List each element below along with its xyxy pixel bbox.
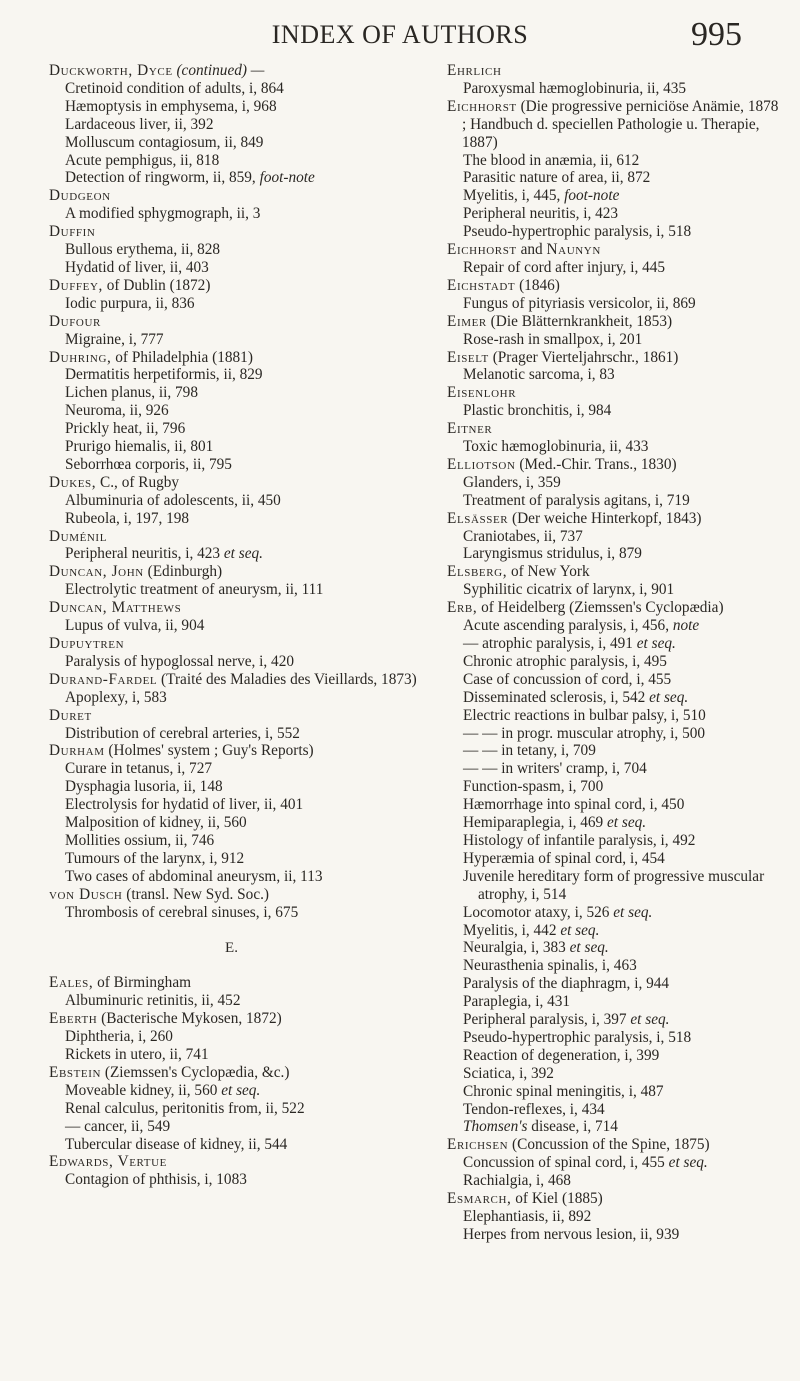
subject-line xyxy=(463,689,784,707)
subject-emphasis: et seq. xyxy=(607,814,647,832)
subject-line xyxy=(463,939,784,957)
subject-text: Detection of ringworm, ii, 859, xyxy=(65,169,260,187)
subject-text: Peripheral paralysis, i, 397 xyxy=(463,1011,631,1029)
subject-line: Case of concussion of cord, i, 455 xyxy=(463,670,672,688)
subject-line: Dermatitis herpetiformis, ii, 829 xyxy=(65,366,263,384)
subject-line xyxy=(463,1011,784,1029)
subject-line xyxy=(463,1118,784,1136)
subject-emphasis: et seq. xyxy=(223,545,263,563)
subject-line: Prurigo hiemalis, ii, 801 xyxy=(65,438,214,456)
subject-line: A modified sphygmograph, ii, 3 xyxy=(65,205,261,223)
subject-line: Acute pemphigus, ii, 818 xyxy=(65,151,220,169)
index-entry xyxy=(432,599,784,1136)
subject-line: Hyperæmia of spinal cord, i, 454 xyxy=(463,849,665,867)
subject-line: Electrolysis for hydatid of liver, ii, 401 xyxy=(65,796,304,814)
subject-line xyxy=(463,635,784,653)
author-name: Eitner xyxy=(447,420,493,438)
subject-text: Peripheral neuritis, i, 423 xyxy=(65,545,224,563)
subject-emphasis: et seq. xyxy=(221,1081,261,1099)
author-heading xyxy=(49,349,429,367)
index-entry xyxy=(432,313,784,349)
author-heading xyxy=(49,528,429,546)
index-entry xyxy=(34,313,429,349)
index-entry xyxy=(432,384,784,420)
author-heading xyxy=(49,474,429,492)
subject-line: Paraplegia, i, 431 xyxy=(463,993,571,1011)
subject-emphasis: foot-note xyxy=(564,187,620,205)
author-name: Duckworth, Dyce xyxy=(49,62,173,79)
subject-emphasis: et seq. xyxy=(649,688,689,706)
author-name: Durand-Fardel xyxy=(49,670,158,688)
author-note: of Kiel (1885) xyxy=(511,1190,603,1208)
subject-text: Concussion of spinal cord, i, 455 xyxy=(463,1154,669,1172)
subject-emphasis: foot-note xyxy=(259,169,315,187)
index-entry xyxy=(34,1153,429,1189)
subject-line: Paroxysmal hæmoglobinuria, ii, 435 xyxy=(463,79,687,97)
author-name: Naunyn xyxy=(546,241,601,259)
author-note: (Der weiche Hinterkopf, 1843) xyxy=(508,509,702,527)
index-entry xyxy=(432,510,784,564)
author-heading xyxy=(49,1010,429,1028)
author-heading xyxy=(49,223,429,241)
subject-line: Parasitic nature of area, ii, 872 xyxy=(463,169,651,187)
subject-line: Dysphagia lusoria, ii, 148 xyxy=(65,778,223,796)
author-note: of New York xyxy=(507,563,590,581)
author-note: (Bacterische Mykosen, 1872) xyxy=(97,1010,282,1028)
subject-line xyxy=(463,922,784,940)
author-name: Durham xyxy=(49,742,105,760)
author-heading xyxy=(49,313,429,331)
subject-line: Rickets in utero, ii, 741 xyxy=(65,1046,209,1064)
author-heading xyxy=(49,886,429,904)
subject-line xyxy=(463,1154,784,1172)
index-entry xyxy=(34,563,429,599)
index-entry xyxy=(432,456,784,510)
subject-line: Tendon-reflexes, i, 434 xyxy=(463,1100,605,1118)
right-column xyxy=(432,62,784,1244)
subject-line: Plastic bronchitis, i, 984 xyxy=(463,402,612,420)
subject-line: Prickly heat, ii, 796 xyxy=(65,420,186,438)
author-note: of Birmingham xyxy=(93,974,192,992)
subject-line: Iodic purpura, ii, 836 xyxy=(65,294,195,312)
subject-line: Migraine, i, 777 xyxy=(65,330,164,348)
subject-line: — — in writers' cramp, i, 704 xyxy=(463,760,647,778)
author-name: Duhring, xyxy=(49,348,112,366)
author-note: (transl. New Syd. Soc.) xyxy=(122,885,270,903)
subject-line: Syphilitic cicatrix of larynx, i, 901 xyxy=(463,581,675,599)
author-name: Duffin xyxy=(49,223,96,241)
author-heading xyxy=(447,599,784,617)
subject-line: Peripheral neuritis, i, 423 xyxy=(463,205,619,223)
author-prefix: von xyxy=(49,885,80,903)
subject-text: Disseminated sclerosis, i, 542 xyxy=(463,688,650,706)
subject-text: Moveable kidney, ii, 560 xyxy=(65,1081,222,1099)
subject-line: Hæmoptysis in emphysema, i, 968 xyxy=(65,97,277,115)
author-name: Eichhorst xyxy=(447,97,517,115)
author-heading xyxy=(447,241,784,259)
author-name: Eimer xyxy=(447,312,487,330)
author-heading xyxy=(49,187,429,205)
subject-emphasis: et seq. xyxy=(636,635,676,652)
subject-line: Tumours of the larynx, i, 912 xyxy=(65,849,245,867)
subject-line: Neuroma, ii, 926 xyxy=(65,402,169,420)
subject-line: Elephantiasis, ii, 892 xyxy=(463,1208,592,1225)
subject-line: Chronic spinal meningitis, i, 487 xyxy=(463,1082,664,1100)
subject-line: Paralysis of hypoglossal nerve, i, 420 xyxy=(65,652,294,670)
subject-line: Hæmorrhage into spinal cord, i, 450 xyxy=(463,796,685,814)
author-name: Edwards, Vertue xyxy=(49,1153,167,1171)
index-entry xyxy=(34,742,429,885)
subject-line: Reaction of degeneration, i, 399 xyxy=(463,1046,660,1064)
author-note: (continued) — xyxy=(172,62,265,79)
subject-line: Toxic hæmoglobinuria, ii, 433 xyxy=(463,438,649,456)
author-note: of Heidelberg (Ziemssen's Cyclopædia) xyxy=(477,599,724,617)
author-name: Duménil xyxy=(49,527,108,545)
author-note: (Holmes' system ; Guy's Reports) xyxy=(104,742,314,760)
author-note: (Traité des Maladies des Vieillards, 1873) xyxy=(157,670,417,688)
author-heading xyxy=(447,349,784,367)
subject-line: Repair of cord after injury, i, 445 xyxy=(463,258,666,276)
subject-line: Rubeola, i, 197, 198 xyxy=(65,509,190,527)
index-entry xyxy=(34,1064,429,1154)
subject-text: disease, i, 714 xyxy=(527,1118,618,1136)
index-entry xyxy=(34,223,429,277)
index-entry xyxy=(34,974,429,1010)
section-letter: E. xyxy=(225,939,238,956)
index-entry xyxy=(34,528,429,564)
author-name: Elliotson xyxy=(447,455,516,473)
author-name: Ehrlich xyxy=(447,62,502,79)
subject-line: Herpes from nervous lesion, ii, 939 xyxy=(463,1225,680,1243)
subject-line: Lardaceous liver, ii, 392 xyxy=(65,115,214,133)
author-name: Dusch xyxy=(79,885,123,903)
subject-line: Lupus of vulva, ii, 904 xyxy=(65,617,205,635)
author-heading xyxy=(49,599,429,617)
subject-line: Neurasthenia spinalis, i, 463 xyxy=(463,957,637,975)
author-name: Eiselt xyxy=(447,348,489,366)
author-name: Eisenlohr xyxy=(447,384,517,402)
subject-line: Laryngismus stridulus, i, 879 xyxy=(463,545,642,563)
author-heading xyxy=(49,62,429,80)
index-entry xyxy=(432,98,784,241)
running-title: INDEX OF AUTHORS xyxy=(271,20,529,49)
subject-text: Myelitis, i, 442 xyxy=(463,921,561,939)
index-entry xyxy=(34,886,429,922)
subject-line: Sciatica, i, 392 xyxy=(463,1064,554,1082)
author-heading xyxy=(447,313,784,331)
index-entry xyxy=(34,599,429,635)
index-entry xyxy=(432,349,784,385)
subject-line: Renal calculus, peritonitis from, ii, 522 xyxy=(65,1099,305,1117)
subject-line: Chronic atrophic paralysis, i, 495 xyxy=(463,652,667,670)
index-entry xyxy=(432,1136,784,1190)
subject-line: Function-spasm, i, 700 xyxy=(463,778,604,796)
author-heading xyxy=(447,456,784,474)
subject-line: Electric reactions in bulbar palsy, i, 510 xyxy=(463,706,706,724)
author-note: (Ziemssen's Cyclopædia, &c.) xyxy=(101,1063,290,1081)
author-name: Eales, xyxy=(49,974,94,992)
author-note: (1846) xyxy=(515,276,560,294)
index-entry xyxy=(34,635,429,671)
subject-emphasis: et seq. xyxy=(668,1154,708,1172)
author-name: Eichhorst xyxy=(447,241,517,259)
index-entry xyxy=(34,349,429,474)
author-note: (Die Blätternkrankheit, 1853) xyxy=(486,312,673,330)
subject-line xyxy=(65,169,429,187)
author-name: Duncan, Matthews xyxy=(49,599,182,617)
subject-line: Treatment of paralysis agitans, i, 719 xyxy=(463,491,690,509)
subject-line: Tubercular disease of kidney, ii, 544 xyxy=(65,1135,288,1153)
subject-emphasis: et seq. xyxy=(613,903,653,921)
author-note: (Prager Vierteljahrschr., 1861) xyxy=(488,348,679,366)
subject-line: Rachialgia, i, 468 xyxy=(463,1172,571,1190)
subject-line xyxy=(463,617,784,635)
subject-line: Molluscum contagiosum, ii, 849 xyxy=(65,133,264,151)
subject-emphasis: et seq. xyxy=(560,921,600,939)
author-name: Dupuytren xyxy=(49,635,125,652)
subject-line: Pseudo-hypertrophic paralysis, i, 518 xyxy=(463,1028,692,1046)
index-entry xyxy=(34,474,429,528)
index-entry xyxy=(432,62,784,98)
left-column xyxy=(34,62,429,1189)
subject-emphasis: note xyxy=(672,617,700,635)
subject-line: Two cases of abdominal aneurysm, ii, 113 xyxy=(65,867,323,885)
author-name: Elsberg, xyxy=(447,563,508,581)
subject-emphasis: Thomsen's xyxy=(463,1118,528,1136)
subject-line xyxy=(65,545,429,563)
subject-line: Albuminuric retinitis, ii, 452 xyxy=(65,992,241,1010)
author-heading xyxy=(49,1153,429,1171)
author-note: (Concussion of the Spine, 1875) xyxy=(508,1136,710,1154)
subject-line: Cretinoid condition of adults, i, 864 xyxy=(65,79,284,97)
subject-line: Lichen planus, ii, 798 xyxy=(65,384,198,402)
index-entry xyxy=(34,62,429,187)
subject-line: Apoplexy, i, 583 xyxy=(65,688,167,706)
page-number: 995 xyxy=(691,16,742,53)
subject-line xyxy=(463,904,784,922)
author-heading xyxy=(49,707,429,725)
subject-line: Bullous erythema, ii, 828 xyxy=(65,241,221,259)
author-name: Eberth xyxy=(49,1010,98,1028)
author-name: Duncan, John xyxy=(49,563,144,581)
subject-line xyxy=(463,187,784,205)
author-heading xyxy=(447,420,784,438)
index-entry xyxy=(432,1190,784,1244)
index-entry xyxy=(432,277,784,313)
subject-line: Juvenile hereditary form of progressive muscular atrophy, i, 514 xyxy=(463,867,765,903)
author-note: and xyxy=(516,241,547,259)
subject-emphasis: et seq. xyxy=(630,1011,670,1029)
subject-line: Contagion of phthisis, i, 1083 xyxy=(65,1171,247,1189)
author-heading xyxy=(49,671,429,689)
author-note: (Med.-Chir. Trans., 1830) xyxy=(515,455,677,473)
subject-line: Craniotabes, ii, 737 xyxy=(463,527,583,545)
index-entry xyxy=(34,671,429,707)
subject-line: Albuminuria of adolescents, ii, 450 xyxy=(65,491,281,509)
index-entry xyxy=(34,707,429,743)
subject-text: Locomotor ataxy, i, 526 xyxy=(463,903,614,921)
author-heading xyxy=(49,635,429,653)
subject-line: Fungus of pityriasis versicolor, ii, 869 xyxy=(463,294,696,312)
subject-line: Electrolytic treatment of aneurysm, ii, 111 xyxy=(65,581,324,599)
subject-line: Mollities ossium, ii, 746 xyxy=(65,831,215,849)
author-heading xyxy=(447,277,784,295)
subject-text: Acute ascending paralysis, i, 456, xyxy=(463,617,673,635)
author-name: Elsässer xyxy=(447,509,509,527)
subject-line: Seborrhœa corporis, ii, 795 xyxy=(65,455,232,473)
author-note: (Edinburgh) xyxy=(143,563,223,581)
author-name: Erichsen xyxy=(447,1136,509,1154)
index-entry xyxy=(432,241,784,277)
author-name: Dukes, xyxy=(49,473,97,491)
index-entry xyxy=(34,277,429,313)
index-entry xyxy=(34,1010,429,1064)
author-name: Erb, xyxy=(447,599,478,617)
subject-line xyxy=(463,814,784,832)
subject-line: Pseudo-hypertrophic paralysis, i, 518 xyxy=(463,223,692,241)
subject-line: — cancer, ii, 549 xyxy=(65,1117,171,1135)
author-name: Dudgeon xyxy=(49,187,111,205)
author-note: of Philadelphia (1881) xyxy=(111,348,253,366)
index-entry xyxy=(34,187,429,223)
subject-line: Glanders, i, 359 xyxy=(463,473,561,491)
author-note: C., of Rugby xyxy=(96,473,180,491)
subject-text: Hemiparaplegia, i, 469 xyxy=(463,814,607,832)
author-heading xyxy=(447,384,784,402)
author-heading xyxy=(49,742,429,760)
index-entry xyxy=(432,420,784,456)
subject-line: Curare in tetanus, i, 727 xyxy=(65,760,212,778)
author-note: of Dublin (1872) xyxy=(102,276,211,294)
subject-line: The blood in anæmia, ii, 612 xyxy=(463,151,640,169)
author-heading xyxy=(49,1064,429,1082)
subject-line xyxy=(65,1082,429,1100)
subject-line: Diphtheria, i, 260 xyxy=(65,1028,173,1046)
subject-emphasis: et seq. xyxy=(569,939,609,957)
author-heading xyxy=(49,974,429,992)
author-name: Eichstadt xyxy=(447,276,516,294)
author-name: Esmarch, xyxy=(447,1190,512,1208)
subject-text: — atrophic paralysis, i, 491 xyxy=(463,635,637,652)
author-heading xyxy=(447,1190,784,1208)
subject-text: Myelitis, i, 445, xyxy=(463,187,565,205)
subject-line: — — in tetany, i, 709 xyxy=(463,742,596,760)
subject-line: Rose-rash in smallpox, i, 201 xyxy=(463,330,643,348)
author-heading xyxy=(447,98,784,152)
subject-line: — — in progr. muscular atrophy, i, 500 xyxy=(463,724,706,742)
subject-line: Paralysis of the diaphragm, i, 944 xyxy=(463,975,670,993)
subject-line: Hydatid of liver, ii, 403 xyxy=(65,258,209,276)
subject-line: Melanotic sarcoma, i, 83 xyxy=(463,366,615,384)
author-heading xyxy=(49,563,429,581)
author-heading xyxy=(447,563,784,581)
subject-text: Neuralgia, i, 383 xyxy=(463,939,570,957)
author-name: Duffey, xyxy=(49,276,103,294)
subject-line: Thrombosis of cerebral sinuses, i, 675 xyxy=(65,903,299,921)
author-heading xyxy=(447,510,784,528)
author-name: Dufour xyxy=(49,312,101,330)
index-entry xyxy=(432,563,784,599)
author-heading xyxy=(49,277,429,295)
subject-line: Distribution of cerebral arteries, i, 552 xyxy=(65,724,300,742)
subject-line: Histology of infantile paralysis, i, 492 xyxy=(463,831,696,849)
page-header xyxy=(0,14,800,53)
author-name: Duret xyxy=(49,706,92,724)
author-heading xyxy=(447,62,784,80)
subject-line: Malposition of kidney, ii, 560 xyxy=(65,814,247,832)
author-heading xyxy=(447,1136,784,1154)
author-name: Ebstein xyxy=(49,1063,102,1081)
author-note: (Die progressive perniciöse Anämie, 1878 ; Handbuch d. speciellen Pathologie u. Therapie, 1887) xyxy=(462,97,779,151)
